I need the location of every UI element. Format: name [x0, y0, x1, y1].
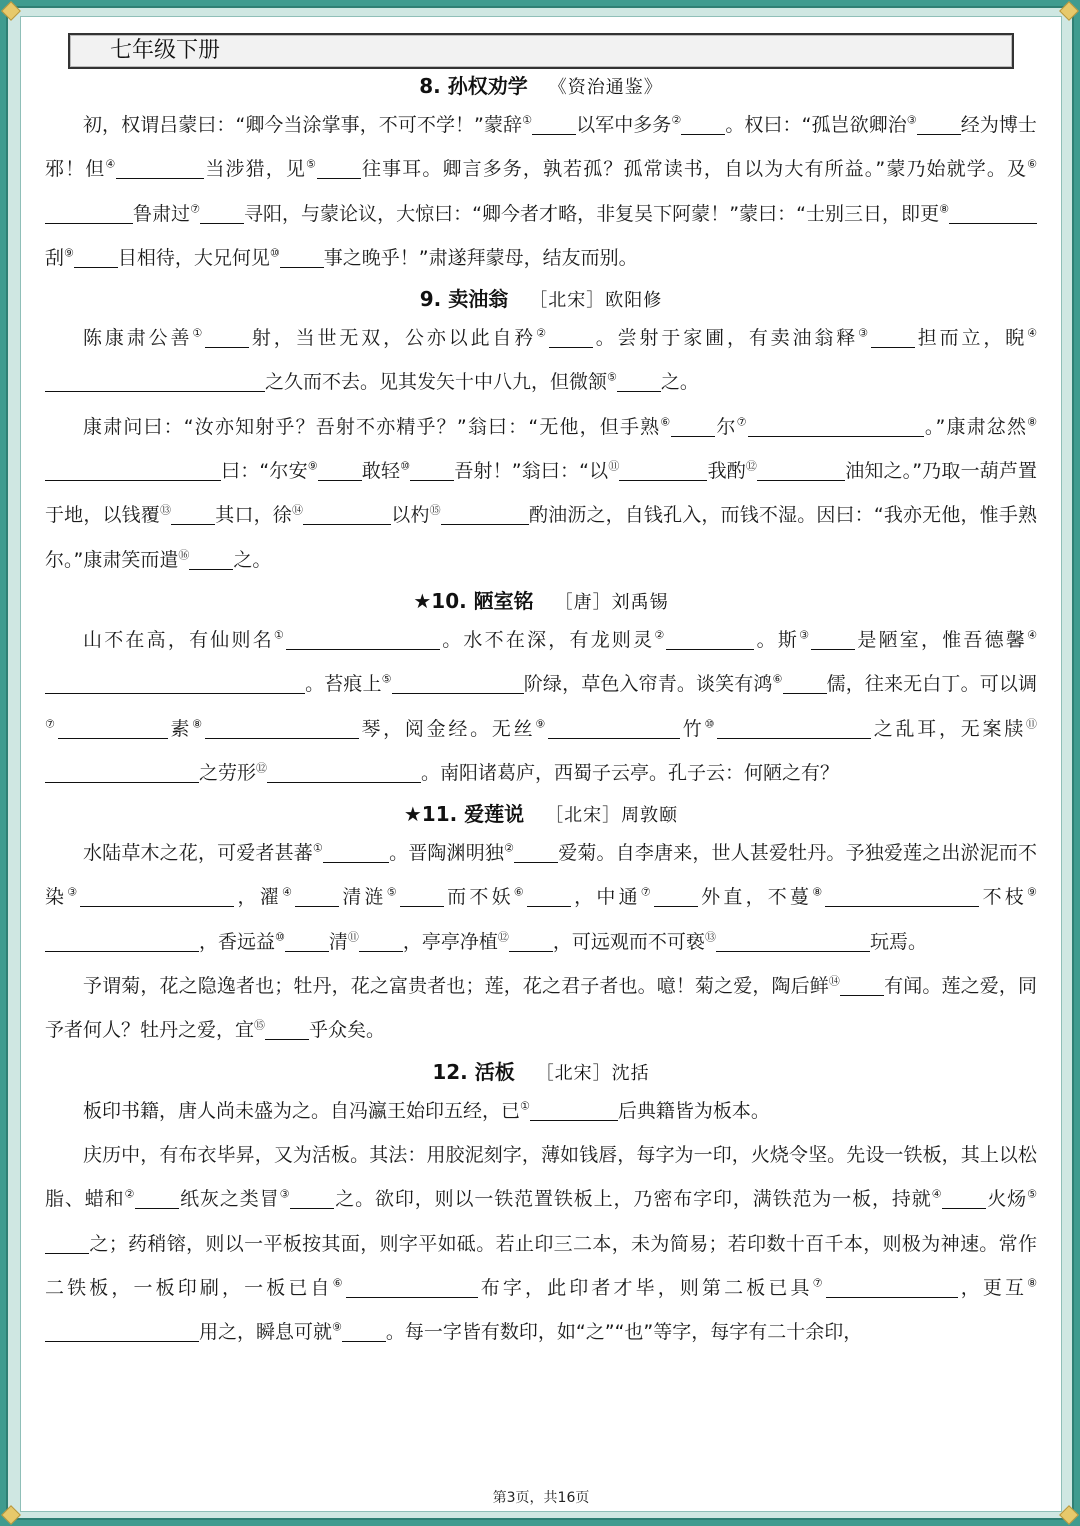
- footnote-marker: ⑧: [192, 717, 205, 731]
- footnote-marker: ⑥: [332, 1276, 346, 1290]
- footnote-marker: ⑧: [812, 886, 826, 900]
- footnote-marker: ①: [312, 841, 323, 855]
- footnote-marker: ⑥: [772, 672, 783, 686]
- footnote-marker: ⑬: [704, 930, 716, 944]
- paragraph: 康肃问曰：“汝亦知射乎？吾射不亦精乎？”翁曰：“无他，但手熟⑥ 尔⑦ 。”康肃忿然⑧曰：“尔安⑨ 敢轻⑩ 吾射！”翁曰：“以⑪ 我酌⑫ 油知之。”乃取一葫芦置于地，以钱覆⑬ 其口，徐⑭ 以杓⑮ 酌油沥之，自钱孔入，而钱不湿。因曰：“我亦无他，惟手熟尔。”康肃笑而遣⑯ 之。: [45, 415, 1038, 571]
- footnote-marker: ⑫: [256, 761, 268, 775]
- section-title: [45, 69, 1037, 103]
- footnote-marker: ⑯: [178, 548, 190, 562]
- footnote-marker: ⑧: [1027, 1276, 1037, 1290]
- section-title-text: 9. 卖油翁: [419, 287, 509, 312]
- footnote-marker: ⑨: [1027, 886, 1037, 900]
- section-author: ［唐］刘禹锡: [554, 591, 669, 613]
- fill-blank: [514, 840, 558, 863]
- fill-blank: [45, 1231, 89, 1254]
- footnote-marker: ①: [522, 113, 533, 127]
- footnote-marker: ①: [192, 326, 206, 340]
- paragraph: 山不在高，有仙则名① 。水不在深，有龙则灵② 。斯③ 是陋室，惟吾德馨④。苔痕上⑤ 阶绿，草色入帘青。谈笑有鸿⑥ 儒，往来无白丁。可以调⑦ 素⑧ 琴，阅金经。无丝⑨ 竹⑩ 之乱耳，无案牍⑪之劳形⑫ 。南阳诸葛庐，西蜀子云亭。孔子云：何陋之有？: [45, 628, 1037, 784]
- fill-blank: [917, 112, 961, 135]
- footnote-marker: ②: [654, 628, 667, 642]
- footnote-marker: ④: [105, 157, 117, 171]
- footnote-marker: ③: [67, 886, 81, 900]
- fill-blank: [530, 1098, 618, 1121]
- footnote-marker: ⑭: [828, 974, 840, 988]
- fill-blank: [671, 414, 715, 437]
- footnote-marker: ⑫: [497, 930, 509, 944]
- fill-blank: [532, 112, 576, 135]
- fill-blank: [548, 716, 680, 739]
- fill-blank: [45, 671, 305, 694]
- fill-blank: [286, 627, 440, 650]
- fill-blank: [617, 369, 661, 392]
- fill-blank: [45, 929, 199, 952]
- fill-blank: [825, 884, 979, 907]
- footnote-marker: ⑥: [1027, 157, 1037, 171]
- footnote-marker: ⑦: [190, 202, 200, 216]
- fill-blank: [359, 929, 403, 952]
- paragraph: 予谓菊，花之隐逸者也；牡丹，花之富贵者也；莲，花之君子者也。噫！菊之爱，陶后鲜⑭ 有闻。莲之爱，同予者何人？牡丹之爱，宜⑮ 乎众矣。: [45, 974, 1037, 1042]
- footnote-marker: ⑤: [381, 672, 392, 686]
- fill-blank: [303, 502, 391, 525]
- fill-blank: [811, 627, 855, 650]
- paragraph: 庆历中，有布衣毕昇，又为活板。其法：用胶泥刻字，薄如钱唇，每字为一印，火烧令坚。先设一铁板，其上以松脂、蜡和② 纸灰之类冒③ 之。欲印，则以一铁范置铁板上，乃密布字印，满铁范为一板，持就④ 火炀⑤之；药稍镕，则以一平板按其面，则字平如砥。若止印三二本，未为简易；若印数十百千本，则极为神速。常作二铁板，一板印刷，一板已自⑥ 布字，此印者才毕，则第二板已具⑦ ，更互⑧用之，瞬息可就⑨ 。每一字皆有数印，如“之”“也”等字，每字有二十余印，: [45, 1143, 1037, 1344]
- section-author: ［北宋］欧阳修: [529, 290, 663, 312]
- footnote-marker: ⑤: [607, 371, 617, 385]
- footnote-marker: ⑨: [307, 459, 318, 473]
- fill-blank: [265, 1017, 309, 1040]
- fill-blank: [757, 458, 845, 481]
- fill-blank: [45, 760, 199, 783]
- fill-blank: [267, 760, 421, 783]
- fill-blank: [171, 502, 215, 525]
- footnote-marker: ⑪: [608, 459, 620, 473]
- footnote-marker: ③: [858, 326, 871, 340]
- fill-blank: [840, 973, 884, 996]
- footnote-marker: ②: [124, 1187, 136, 1201]
- fill-blank: [400, 884, 444, 907]
- section-title-text: 8. 孙权劝学: [419, 74, 528, 98]
- footnote-marker: ⑦: [45, 717, 58, 731]
- footnote-marker: ⑩: [275, 930, 285, 944]
- section-title: [45, 797, 1037, 831]
- footnote-marker: ⑦: [812, 1276, 826, 1290]
- footnote-marker: ③: [799, 628, 812, 642]
- fill-blank: [717, 716, 871, 739]
- footnote-marker: ②: [671, 113, 682, 127]
- paragraph: 板印书籍，唐人尚未盛为之。自冯瀛王始印五经，已① 后典籍皆为板本。: [83, 1099, 770, 1122]
- footnote-marker: ①: [273, 628, 286, 642]
- section-title-text: 12. 活板: [432, 1059, 515, 1084]
- fill-blank: [441, 502, 529, 525]
- fill-blank: [74, 245, 118, 268]
- section-author: ［北宋］沈括: [535, 1062, 650, 1084]
- fill-blank: [549, 325, 593, 348]
- fill-blank: [45, 201, 133, 224]
- footnote-marker: ⑩: [269, 246, 280, 260]
- grade-header: [68, 33, 1014, 69]
- fill-blank: [942, 1186, 986, 1209]
- worksheet-content: [45, 67, 1037, 1354]
- fill-blank: [748, 414, 924, 437]
- fill-blank: [135, 1186, 179, 1209]
- fill-blank: [45, 1319, 199, 1342]
- fill-blank: [285, 929, 329, 952]
- fill-blank: [317, 156, 361, 179]
- paragraph: 水陆草木之花，可爱者甚蕃① 。晋陶渊明独② 爱菊。自李唐来，世人甚爱牡丹。予独爱莲之出淤泥而不染③ ，濯④ 清涟⑤ 而不妖⑥ ，中通⑦ 外直，不蔓⑧ 不枝⑨，香远益⑩ 清⑪ ，亭亭净植⑫ ，可远观而不可亵⑬ 玩焉。: [45, 841, 1037, 953]
- fill-blank: [666, 627, 754, 650]
- fill-blank: [205, 716, 359, 739]
- fill-blank: [716, 929, 870, 952]
- footnote-marker: ②: [504, 841, 515, 855]
- section-title: [45, 282, 1037, 316]
- footnote-marker: ⑨: [64, 246, 74, 260]
- section-title-text: ★10. 陋室铭: [413, 588, 534, 613]
- fill-blank: [392, 671, 524, 694]
- footnote-marker: ⑮: [429, 504, 441, 518]
- footnote-marker: ④: [1027, 326, 1037, 340]
- footnote-marker: ⑪: [1025, 717, 1037, 731]
- fill-blank: [45, 458, 221, 481]
- fill-blank: [346, 1275, 478, 1298]
- footnote-marker: ③: [279, 1187, 291, 1201]
- fill-blank: [295, 884, 339, 907]
- fill-blank: [189, 547, 233, 570]
- footnote-marker: ⑥: [660, 415, 672, 429]
- page-number: 第3页，共16页: [492, 1490, 590, 1506]
- fill-blank: [509, 929, 553, 952]
- section-title-text: ★11. 爱莲说: [403, 802, 525, 827]
- section-author: 《资治通鉴》: [548, 77, 663, 98]
- footnote-marker: ⑧: [1027, 415, 1037, 429]
- footnote-marker: ⑨: [332, 1320, 342, 1334]
- paragraph: 陈康肃公善① 射，当世无双，公亦以此自矜② 。尝射于家圃，有卖油翁释③ 担而立，睨④之久而不去。见其发矢十中八九，但微颔⑤ 之。: [45, 316, 1037, 405]
- fill-blank: [342, 1319, 386, 1342]
- fill-blank: [45, 369, 265, 392]
- footnote-marker: ⑤: [386, 886, 400, 900]
- footnote-marker: ⑬: [159, 504, 172, 518]
- fill-blank: [654, 884, 698, 907]
- section-title: [45, 1055, 1037, 1089]
- fill-blank: [200, 201, 244, 224]
- fill-blank: [323, 840, 389, 863]
- fill-blank: [318, 458, 362, 481]
- fill-blank: [290, 1186, 334, 1209]
- footnote-marker: ⑮: [254, 1019, 266, 1033]
- paragraph: 初，权谓吕蒙曰：“卿今当涂掌事，不可不学！”蒙辞① 以军中多务② 。权曰：“孤岂欲卿治③ 经为博士邪！但④ 当涉猎，见⑤ 往事耳。卿言多务，孰若孤？孤常读书，自以为大有所益。”蒙乃始就学。及⑥鲁肃过⑦ 寻阳，与蒙论议，大惊曰：“卿今者才略，非复吴下阿蒙！”蒙曰：“士别三日，即更⑧刮⑨ 目相待，大兄何见⑩ 事之晚乎！”肃遂拜蒙母，结友而别。: [45, 113, 1037, 269]
- fill-blank: [783, 671, 827, 694]
- fill-blank: [527, 884, 571, 907]
- footnote-marker: ⑤: [1027, 1187, 1037, 1201]
- footnote-marker: ④: [1027, 628, 1037, 642]
- worksheet-page: [20, 16, 1062, 1512]
- section-title: [45, 584, 1037, 618]
- footnote-marker: ⑫: [745, 459, 758, 473]
- footnote-marker: ②: [536, 326, 549, 340]
- footnote-marker: ⑧: [939, 202, 949, 216]
- fill-blank: [681, 112, 725, 135]
- fill-blank: [280, 245, 324, 268]
- footnote-marker: ①: [520, 1099, 530, 1113]
- footnote-marker: ⑭: [291, 504, 304, 518]
- fill-blank: [80, 884, 234, 907]
- footnote-marker: ⑦: [736, 415, 748, 429]
- grade-label: 七年级下册: [110, 38, 221, 63]
- footnote-marker: ⑦: [640, 886, 654, 900]
- fill-blank: [619, 458, 707, 481]
- fill-blank: [205, 325, 249, 348]
- footnote-marker: ⑪: [347, 930, 359, 944]
- fill-blank: [410, 458, 454, 481]
- footnote-marker: ⑩: [400, 459, 411, 473]
- fill-blank: [949, 201, 1037, 224]
- fill-blank: [58, 716, 168, 739]
- fill-blank: [116, 156, 204, 179]
- footnote-marker: ⑤: [305, 157, 317, 171]
- fill-blank: [826, 1275, 958, 1298]
- footnote-marker: ④: [931, 1187, 943, 1201]
- fill-blank: [871, 325, 915, 348]
- footnote-marker: ⑥: [513, 886, 527, 900]
- footnote-marker: ④: [282, 886, 296, 900]
- footnote-marker: ③: [906, 113, 917, 127]
- footnote-marker: ⑨: [535, 717, 548, 731]
- footnote-marker: ⑩: [704, 717, 718, 731]
- section-author: ［北宋］周敦颐: [545, 805, 679, 827]
